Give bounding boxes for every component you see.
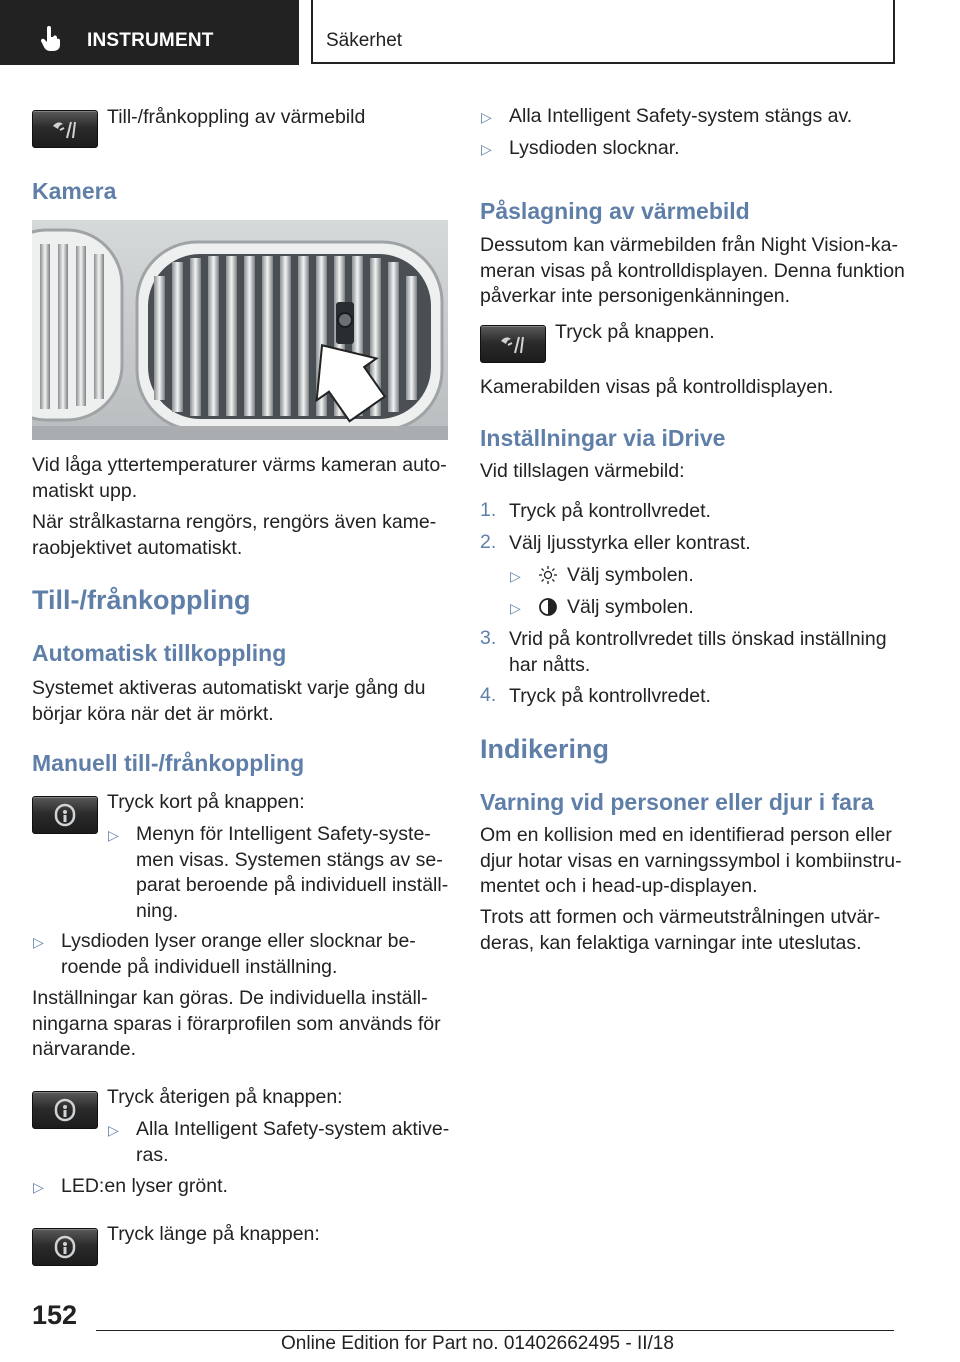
line: Vid låga yttertemperaturer värms kameran auto- bbox=[32, 454, 447, 476]
brightness-icon bbox=[538, 565, 558, 585]
edition-text: Online Edition for Part no. 01402662495 - II/18 bbox=[281, 1333, 674, 1354]
kamera-paragraph-2 bbox=[32, 510, 436, 561]
line: påverkar inte personigenkänningen. bbox=[480, 285, 791, 307]
triangle-bullet-icon: ▷ bbox=[108, 1122, 119, 1138]
sub-bullet-1 bbox=[136, 822, 448, 924]
line: Vrid på kontrollvredet tills önskad inställning bbox=[509, 628, 887, 650]
warning-paragraph bbox=[480, 823, 902, 900]
line: Om en kollision med en identifierad person eller bbox=[480, 824, 892, 846]
triangle-bullet-icon: ▷ bbox=[33, 1179, 44, 1195]
safety-button-icon bbox=[52, 802, 78, 828]
page-number: 152 bbox=[32, 1300, 78, 1330]
line: börjar köra när det är mörkt. bbox=[32, 702, 274, 725]
triangle-bullet-icon: ▷ bbox=[510, 600, 521, 616]
line: mentet och i head-up-displayen. bbox=[480, 875, 758, 897]
line: När strålkastarna rengörs, rengörs även kame- bbox=[32, 511, 437, 533]
warning-paragraph-2 bbox=[480, 905, 880, 956]
line: ningarna sparas i förarprofilen som används för bbox=[32, 1012, 441, 1035]
night-vision-icon bbox=[499, 333, 527, 355]
safety-button-image-2 bbox=[32, 1091, 98, 1129]
section-label: INSTRUMENT bbox=[87, 30, 214, 51]
step-number: 3. bbox=[480, 627, 497, 649]
line: närvarande. bbox=[32, 1038, 137, 1060]
symbol-1-text: Välj symbolen. bbox=[567, 564, 694, 586]
line: deras, kan felaktiga varningar inte uteslutas. bbox=[480, 931, 862, 954]
heading-warning: Varning vid personer eller djur i fara bbox=[480, 789, 874, 815]
safety-button-image-3 bbox=[32, 1228, 98, 1266]
heading-kamera: Kamera bbox=[32, 178, 117, 204]
heading-indikering: Indikering bbox=[480, 734, 610, 764]
long-press-text: Tryck länge på knappen: bbox=[107, 1223, 320, 1245]
bullet-led: Lysdioden slocknar. bbox=[509, 137, 680, 159]
chapter-tab bbox=[311, 0, 895, 64]
step-1-text: Tryck på kontrollvredet. bbox=[509, 500, 711, 522]
line: ras. bbox=[136, 1143, 169, 1166]
heading-switch: Påslagning av värmebild bbox=[480, 198, 750, 224]
kamera-paragraph-1 bbox=[32, 453, 447, 504]
bullet-off: Alla Intelligent Safety-system stängs av. bbox=[509, 105, 853, 127]
triangle-bullet-icon: ▷ bbox=[108, 827, 119, 843]
step-number: 2. bbox=[480, 531, 497, 553]
line: Menyn för Intelligent Safety-syste- bbox=[136, 823, 431, 845]
kidney-grille-illustration bbox=[32, 220, 448, 440]
line: ning. bbox=[136, 899, 179, 922]
safety-button-icon bbox=[52, 1097, 78, 1123]
symbol-2-text: Välj symbolen. bbox=[567, 596, 694, 618]
auto-paragraph bbox=[32, 676, 425, 727]
press-again-text: Tryck återigen på knappen: bbox=[107, 1086, 343, 1108]
idrive-paragraph: Vid tillslagen värmebild: bbox=[480, 460, 685, 482]
line: har nåtts. bbox=[509, 653, 591, 676]
footer-rule bbox=[96, 1330, 894, 1331]
press-button-text: Tryck på knappen. bbox=[555, 321, 715, 343]
line: Trots att formen och värmeutstrålningen utvär- bbox=[480, 906, 881, 928]
night-vision-icon bbox=[51, 118, 79, 140]
line: Inställningar kan göras. De individuella inställ- bbox=[32, 987, 428, 1009]
safety-button-icon bbox=[52, 1234, 78, 1260]
intro-icon-text: Till-/frånkoppling av värmebild bbox=[107, 106, 366, 128]
line: roende på individuell inställning. bbox=[61, 955, 338, 978]
line: men visas. Systemen stängs av se- bbox=[136, 848, 443, 871]
heading-auto: Automatisk tillkoppling bbox=[32, 640, 287, 666]
heading-idrive: Inställningar via iDrive bbox=[480, 425, 726, 451]
line: parat beroende på individuell inställ- bbox=[136, 874, 449, 896]
line: Systemet aktiveras automatiskt varje gång du bbox=[32, 677, 426, 699]
step-3-text bbox=[509, 627, 887, 678]
triangle-bullet-icon: ▷ bbox=[481, 141, 492, 157]
line: raobjektivet automatiskt. bbox=[32, 536, 243, 559]
step-number: 1. bbox=[480, 499, 497, 521]
camera-paragraph: Kamerabilden visas på kontrolldisplayen. bbox=[480, 376, 834, 398]
camera-grille-photo bbox=[32, 220, 448, 440]
line: djur hotar visas en varningssymbol i kombiinstru- bbox=[480, 849, 902, 872]
triangle-bullet-icon: ▷ bbox=[33, 934, 44, 950]
bullet-2: LED:en lyser grönt. bbox=[61, 1175, 228, 1197]
chapter-label: Säkerhet bbox=[326, 30, 403, 51]
triangle-bullet-icon: ▷ bbox=[481, 109, 492, 125]
line: matiskt upp. bbox=[32, 479, 138, 502]
step-2-text: Välj ljusstyrka eller kontrast. bbox=[509, 532, 751, 554]
safety-button-image-1 bbox=[32, 796, 98, 834]
short-press-text: Tryck kort på knappen: bbox=[107, 791, 305, 813]
heading-manual: Manuell till-/frånkoppling bbox=[32, 750, 305, 776]
line: Alla Intelligent Safety-system aktive- bbox=[136, 1118, 450, 1140]
bullet-1 bbox=[61, 929, 416, 980]
switch-paragraph bbox=[480, 233, 905, 310]
step-number: 4. bbox=[480, 684, 497, 706]
heading-onoff: Till-/frånkoppling bbox=[32, 585, 251, 615]
triangle-bullet-icon: ▷ bbox=[510, 568, 521, 584]
step-4-text: Tryck på kontrollvredet. bbox=[509, 685, 711, 707]
night-vision-button-image-2 bbox=[480, 325, 546, 363]
night-vision-button-image bbox=[32, 110, 98, 148]
sub-bullet-2 bbox=[136, 1117, 449, 1168]
line: Lysdioden lyser orange eller slocknar be- bbox=[61, 930, 416, 952]
settings-paragraph bbox=[32, 986, 441, 1063]
section-tab bbox=[0, 0, 299, 65]
line: Dessutom kan värmebilden från Night Vision-ka- bbox=[480, 234, 898, 256]
hand-pointer-icon bbox=[38, 26, 64, 52]
line: meran visas på kontrolldisplayen. Denna funktion bbox=[480, 259, 905, 282]
contrast-icon bbox=[538, 597, 558, 617]
page-header bbox=[0, 0, 960, 66]
